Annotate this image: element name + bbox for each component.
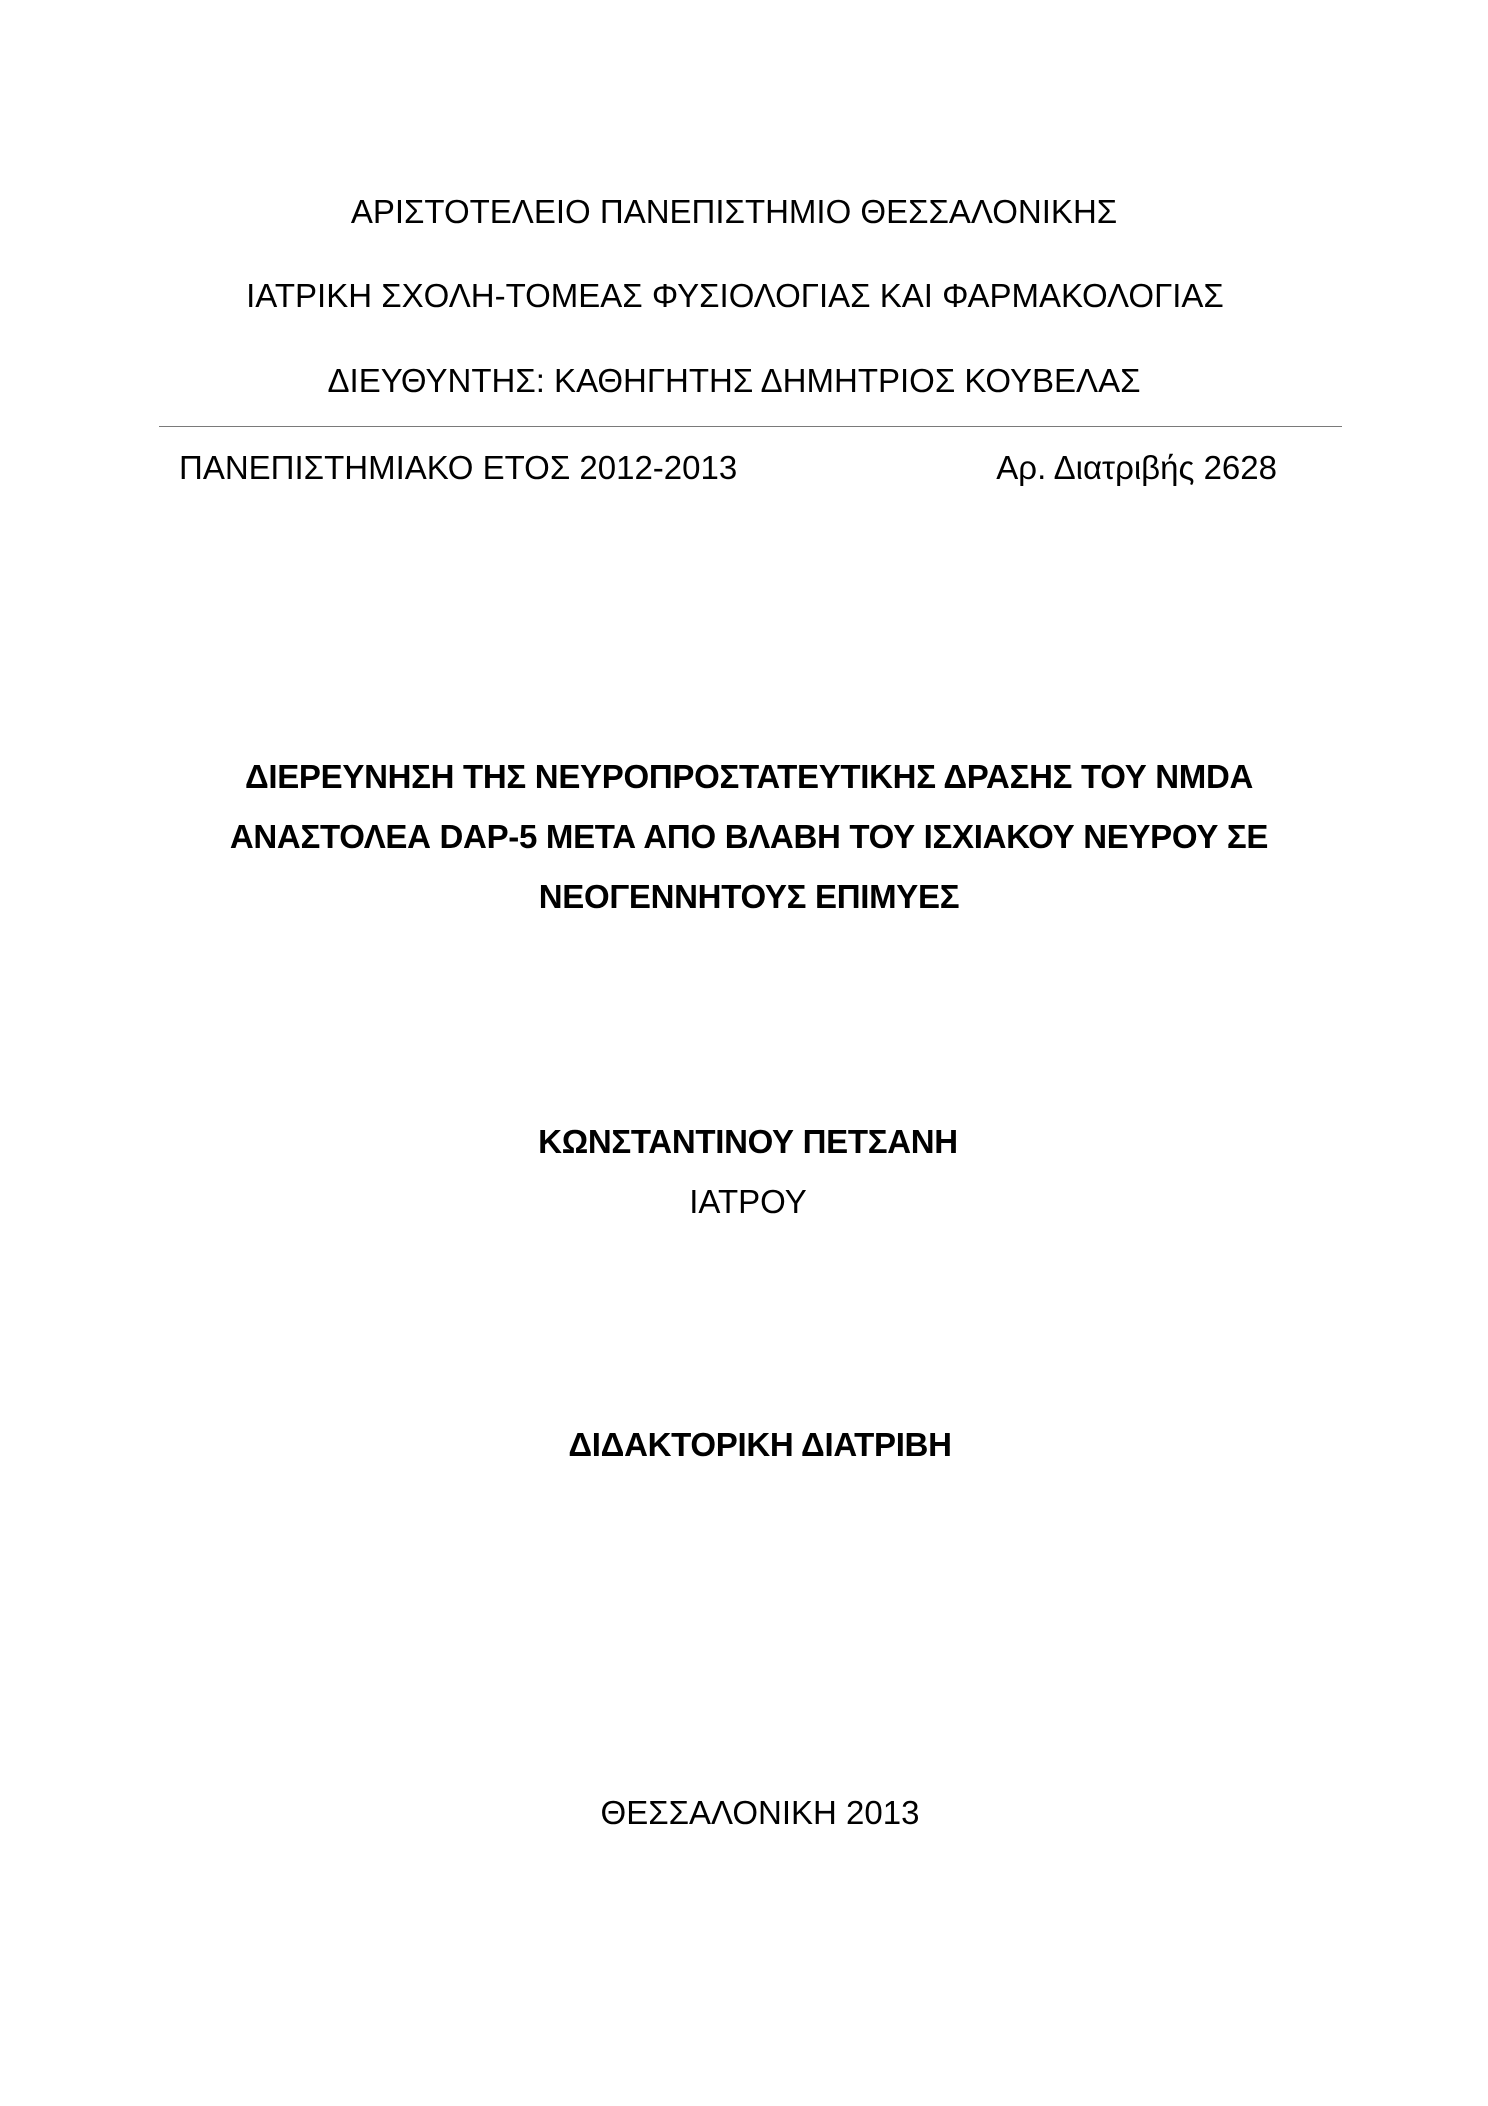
academic-year: ΠΑΝΕΠΙΣΤΗΜΙΑΚΟ ΕΤΟΣ 2012-2013 xyxy=(179,449,738,486)
university-name: ΑΡΙΣΤΟΤΕΛΕΙΟ ΠΑΝΕΠΙΣΤΗΜΙΟ ΘΕΣΣΑΛΟΝΙΚΗΣ xyxy=(350,193,1118,230)
author-name: ΚΩΝΣΤΑΝΤΙΝΟΥ ΠΕΤΣΑΝΗ xyxy=(538,1123,958,1160)
school-department: ΙΑΤΡΙΚΗ ΣΧΟΛΗ-ΤΟΜΕΑΣ ΦΥΣΙΟΛΟΓΙΑΣ ΚΑΙ ΦΑΡΜΑΚΟΛΟΓΙΑΣ xyxy=(246,277,1224,314)
header-divider xyxy=(159,426,1342,427)
author-role: ΙΑΤΡΟΥ xyxy=(689,1183,807,1220)
thesis-title-line-1: ΔΙΕΡΕΥΝΗΣΗ ΤΗΣ ΝΕΥΡΟΠΡΟΣΤΑΤΕΥΤΙΚΗΣ ΔΡΑΣΗΣ ΤΟΥ NMDA xyxy=(244,758,1254,795)
director-line: ΔΙΕΥΘΥΝΤΗΣ: ΚΑΘΗΓΗΤΗΣ ΔΗΜΗΤΡΙΟΣ ΚΟΥΒΕΛΑΣ xyxy=(327,362,1141,399)
document-type: ΔΙΔΑΚΤΟΡΙΚΗ ΔΙΑΤΡΙΒΗ xyxy=(568,1426,952,1463)
thesis-title-line-3: ΝΕΟΓΕΝΝΗΤΟΥΣ ΕΠΙΜΥΕΣ xyxy=(538,878,960,915)
dissertation-number: Αρ. Διατριβής 2628 xyxy=(996,449,1277,486)
place-and-year: ΘΕΣΣΑΛΟΝΙΚΗ 2013 xyxy=(600,1794,920,1831)
thesis-title-line-2: ΑΝΑΣΤΟΛΕΑ DAP-5 ΜΕΤΑ ΑΠΟ ΒΛΑΒΗ ΤΟΥ ΙΣΧΙΑΚΟΥ ΝΕΥΡΟΥ ΣΕ xyxy=(229,818,1269,855)
